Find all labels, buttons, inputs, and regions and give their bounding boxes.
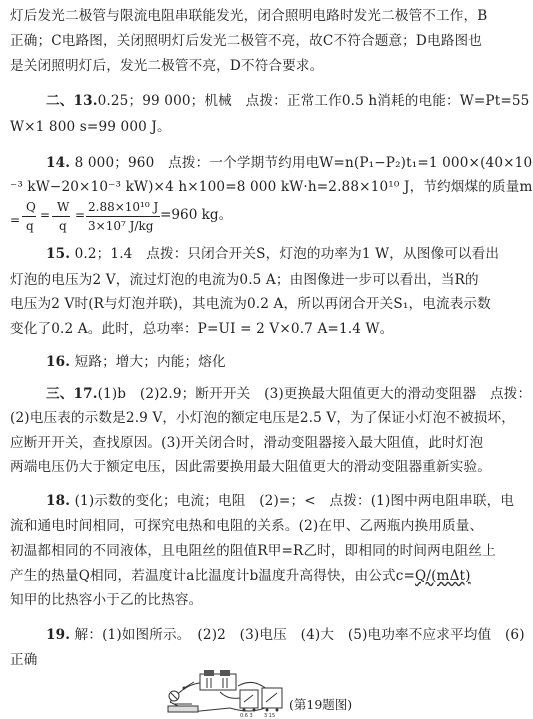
lamp-icon	[169, 691, 179, 701]
fraction-denominator: 3×10⁷ J/kg	[88, 219, 154, 233]
equals-sign: =	[10, 213, 21, 227]
circuit-diagram	[160, 668, 290, 718]
fraction-numerator: 2.88×10¹⁰ J	[88, 200, 159, 214]
switch-icon	[183, 682, 195, 690]
text-line: 知甲的比热容小于乙的比热容。	[10, 592, 203, 608]
text-line: 变化了0.2 A。此时，总功率：P=UI = 2 V×0.7 A=1.4 W。	[10, 321, 394, 337]
answer-13	[46, 91, 530, 111]
question-number: 15.	[46, 246, 71, 262]
voltmeter-scale-label: 3 15	[264, 713, 276, 719]
text-line: W×1 800 s=99 000 J。	[10, 119, 171, 135]
equals-sign: =	[40, 208, 51, 222]
fraction-denominator: q	[26, 219, 34, 233]
question-number: 三、17.	[46, 386, 98, 402]
question-number: 二、13.	[46, 93, 98, 109]
text-line: 流和通电时间相同，可探究电热和电阻的关系。(2)在甲、乙两瓶内换用质量、	[10, 518, 484, 534]
fraction-bar	[22, 216, 36, 217]
text-line	[10, 566, 478, 586]
answer-17	[46, 384, 532, 404]
answer-text: 产生的热量Q相同，若温度计a比温度计b温度升高得快，由公式c=	[10, 568, 416, 584]
battery-pack-icon	[200, 670, 236, 690]
text-line: ⁻³ kW−20×10⁻³ kW)×4 h×100=8 000 kW·h=2.88×10¹⁰ J，节约烟煤的质量m	[10, 179, 533, 195]
fraction-numerator: W	[57, 200, 70, 214]
text-line: 是关闭照明灯后，发光二极管不亮，D不符合要求。	[10, 58, 324, 74]
ammeter-scale-label: 0.6 3	[240, 713, 253, 719]
wire	[220, 692, 240, 698]
answer-15	[46, 244, 500, 264]
question-number: 16.	[46, 354, 71, 370]
text-line: 初温都相同的不同液体，且电阻丝的阻值R甲=R乙时，即相同的时间两电阻丝上	[10, 543, 496, 559]
text-line: 电压为2 V时(R与灯泡并联)，其电流为0.2 A，所以再闭合开关S₁，电流表示数	[10, 296, 491, 312]
equals-sign: =	[75, 208, 86, 222]
rheostat-icon	[168, 704, 198, 712]
figure-caption: (第19题图)	[289, 697, 353, 712]
answer-text: 短路；增大；内能；熔化	[70, 354, 226, 370]
answer-text: 8 000；960 点拨：一个学期节约用电W=n(P₁−P₂)t₁=1 000×(40×10	[70, 155, 533, 171]
ammeter-icon	[240, 690, 258, 712]
voltmeter-icon	[262, 688, 282, 712]
text-line: 正确	[10, 652, 38, 668]
fraction-numerator: Q	[26, 200, 36, 214]
text-line: 两端电压仍大于额定电压，因此需要换用最大阻值更大的滑动变阻器重新实验。	[10, 459, 492, 475]
question-number: 19.	[46, 627, 71, 643]
answer-text: 0.25；99 000；机械 点拨：正常工作0.5 h消耗的电能：W=Pt=55	[97, 93, 530, 109]
answer-text: =960 kg。	[160, 207, 233, 223]
specific-heat-formula: Q/(mΔt)	[415, 568, 471, 584]
answer-18	[46, 491, 515, 511]
fraction-bar	[52, 216, 70, 217]
text-line: (2)电压表的示数是2.9 V，小灯泡的额定电压是2.5 V，为了保证小灯泡不被损坏，	[10, 410, 516, 426]
text-line: 灯泡的电压为2 V，流过灯泡的电流为0.5 A；由图像进一步可以看出，当R的	[10, 272, 479, 288]
text-line: 应断开开关，查找原因。(3)开关闭合时，滑动变阻器接入最大阻值，此时灯泡	[10, 435, 484, 451]
answer-19	[46, 625, 525, 645]
text-line: 灯后发光二极管与限流电阻串联能发光，闭合照明电路时发光二极管不工作，B	[10, 8, 488, 24]
fraction-denominator: q	[59, 219, 67, 233]
answer-text: 解：(1)如图所示。 (2)2 (3)电压 (4)大 (5)电功率不应求平均值 (6)	[70, 627, 525, 643]
answer-16	[46, 352, 478, 372]
answer-14	[46, 153, 533, 173]
answer-text: 0.2；1.4 点拨：只闭合开关S，灯泡的功率为1 W，从图像可以看出	[70, 246, 500, 262]
fraction-bar	[86, 216, 160, 217]
question-number: 14.	[46, 155, 71, 171]
question-number: 18.	[46, 493, 71, 509]
text-line: 正确；C电路图，关闭照明灯后发光二极管不亮，故C不符合题意；D电路图也	[10, 33, 482, 49]
answer-text: (1)b (2)2.9；断开开关 (3)更换最大阻值更大的滑动变阻器 点拨：	[97, 386, 532, 402]
answer-text: (1)示数的变化；电流；电阻 (2)=；< 点拨：(1)图中两电阻串联，电	[70, 493, 515, 509]
